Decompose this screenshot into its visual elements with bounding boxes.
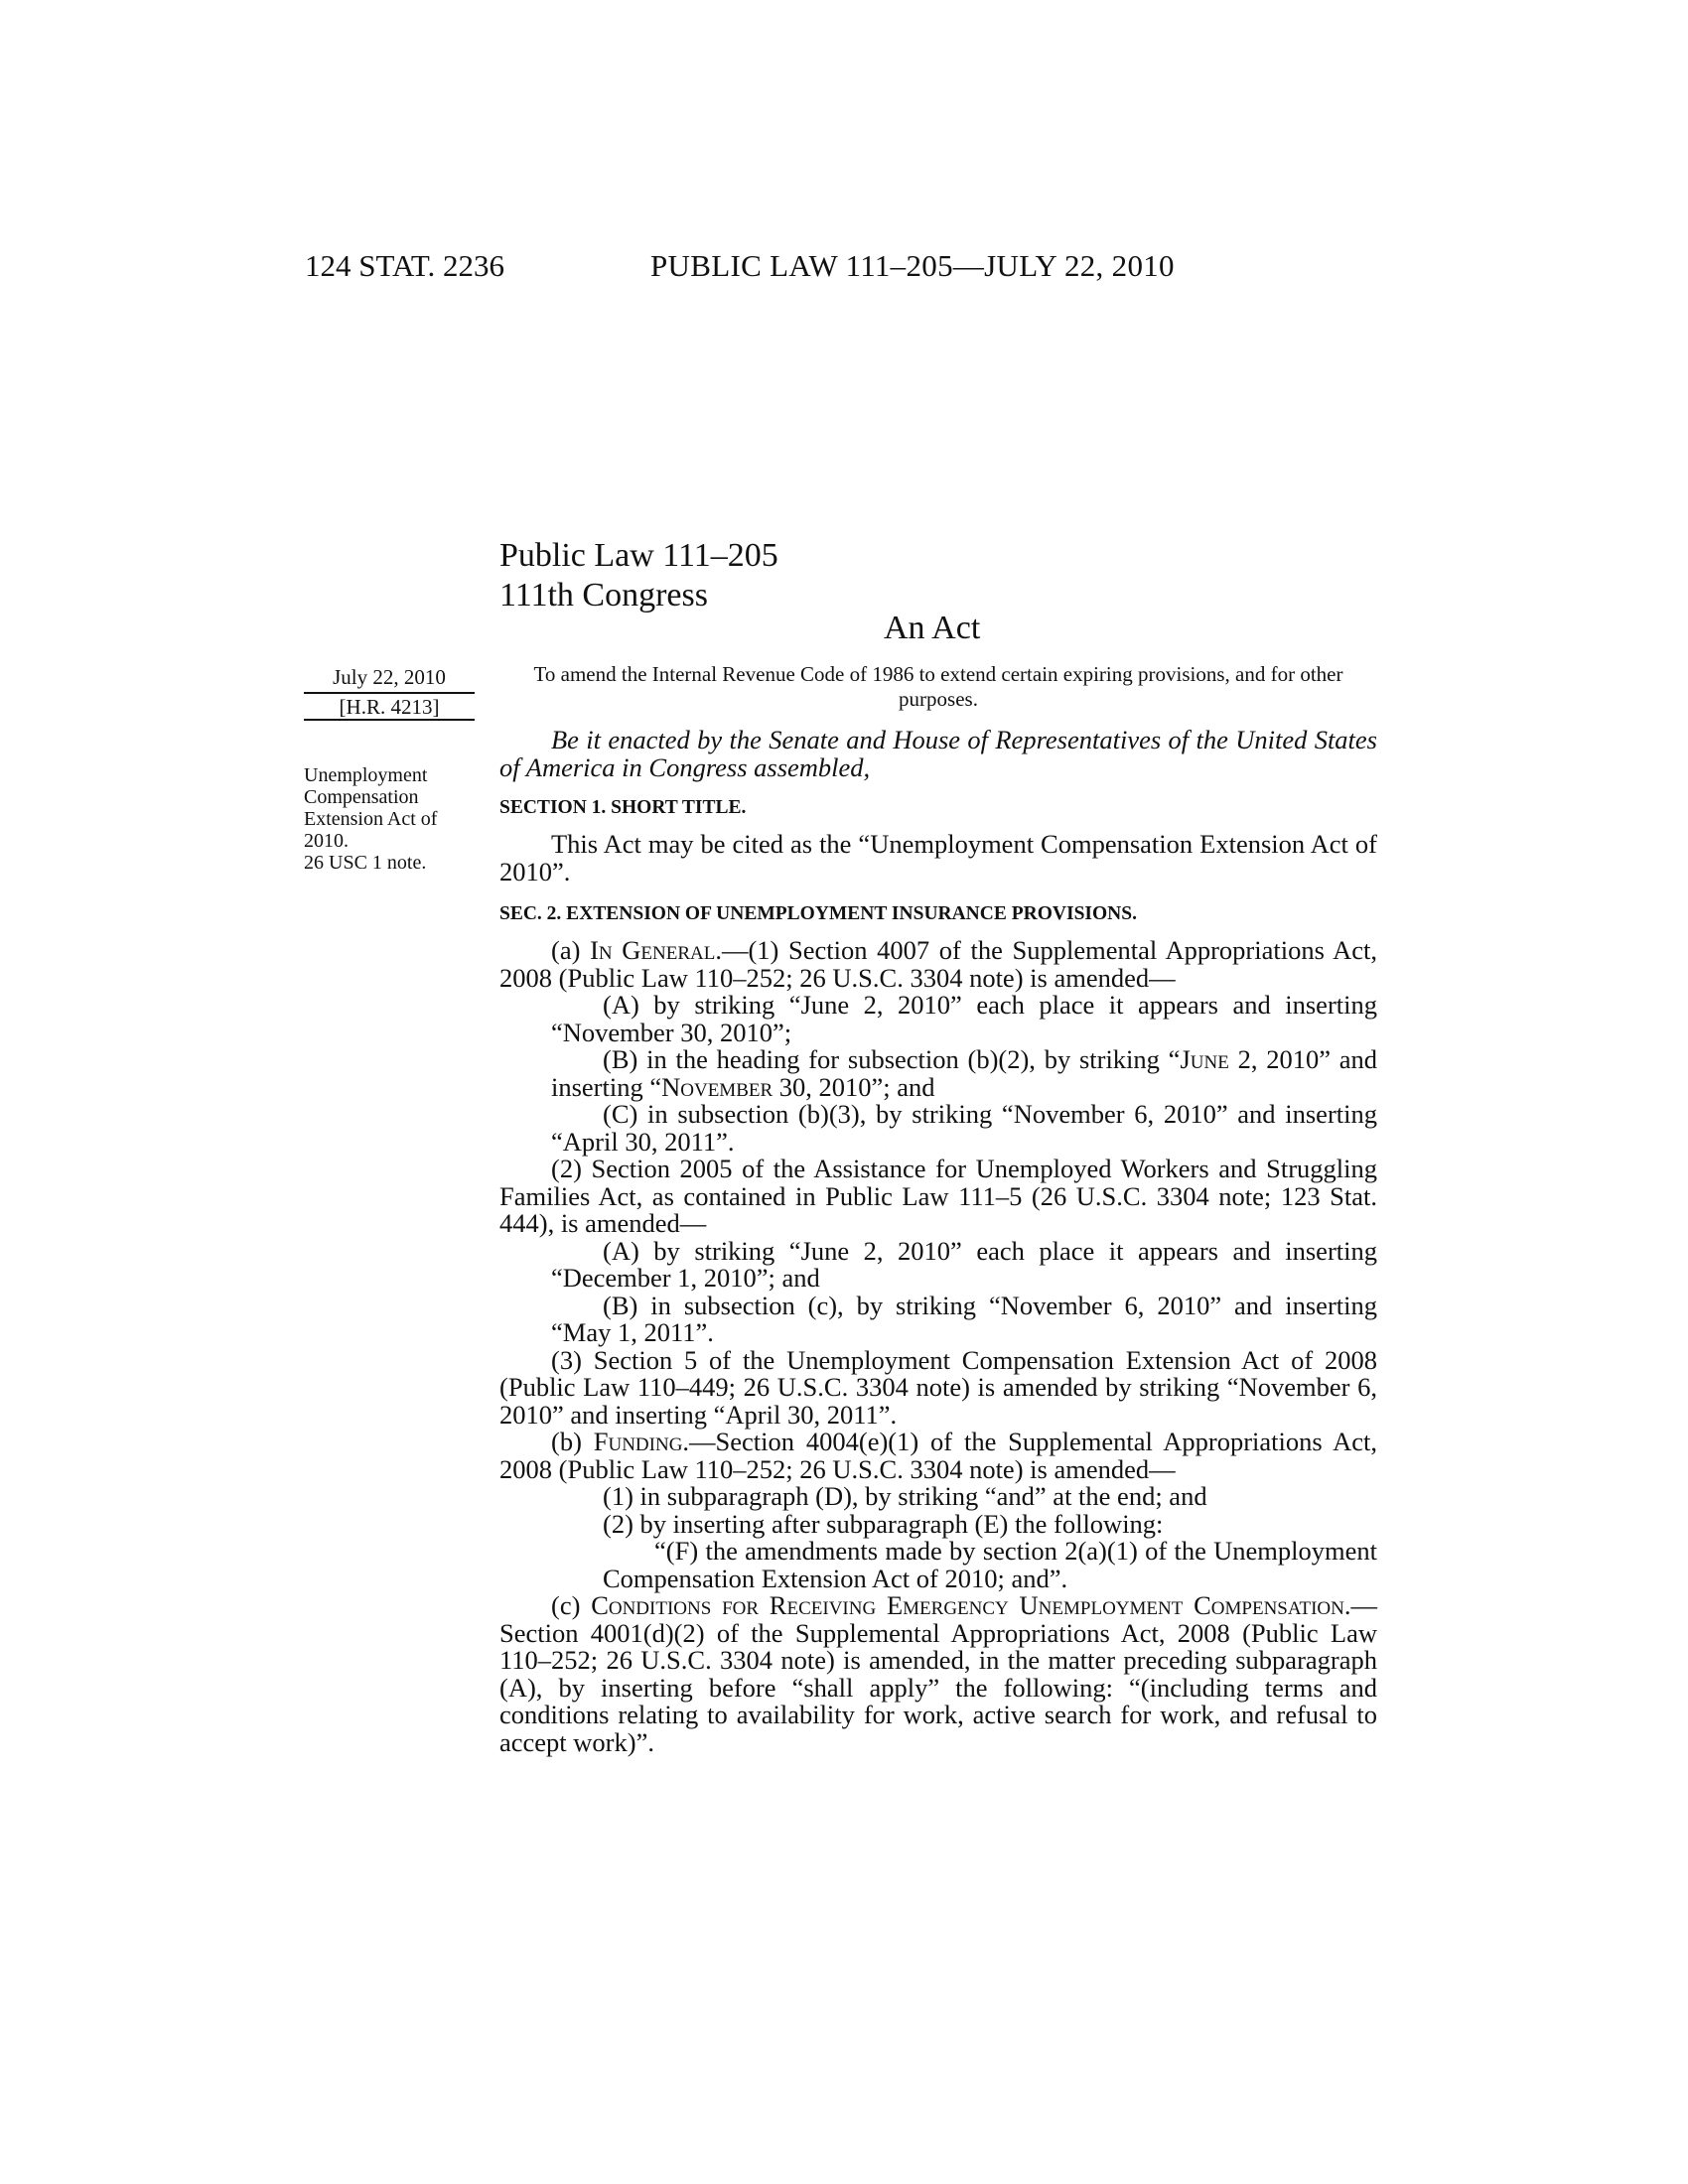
subsection-b: (b) Funding.—Section 4004(e)(1) of the Supplemental Appropriations Act, 2008 (Public Law 110–252; 26 U.S.C. 3304 note) is amended—: [499, 1427, 1377, 1484]
bill-number: [H.R. 4213]: [339, 695, 440, 719]
stat-page-number: 124 STAT. 2236: [305, 248, 505, 283]
law-number: Public Law 111–205: [499, 537, 778, 574]
section-1-heading: SECTION 1. SHORT TITLE.: [499, 797, 747, 818]
margin-note-usc: 26 USC 1 note.: [304, 852, 427, 874]
subsection-a-paragraph-2: (2) Section 2005 of the Assistance for Unemployed Workers and Struggling Families Act, as contained in Public Law 111–5 (26 U.S.C. 3304 note; 123 Stat. 444), is amended—: [499, 1154, 1377, 1238]
subsection-b-caption: Funding: [593, 1427, 683, 1456]
enacting-clause: Be it enacted by the Senate and House of Representatives of the United States of America in Congress assembled,: [499, 725, 1377, 782]
subsection-b-inserted-text: “(F) the amendments made by section 2(a)(1) of the Unemployment Compensation Extension Act of 2010; and”.: [603, 1536, 1377, 1593]
margin-rule-bottom: [304, 719, 475, 721]
section-2-heading: SEC. 2. EXTENSION OF UNEMPLOYMENT INSURANCE PROVISIONS.: [499, 903, 1137, 924]
subparagraph-a2A: (A) by striking “June 2, 2010” each place it appears and inserting “December 1, 2010”; and: [551, 1235, 1377, 1293]
subparagraph-a1C: (C) in subsection (b)(3), by striking “November 6, 2010” and inserting “April 30, 2011”.: [551, 1099, 1377, 1157]
subparagraph-a2B: (B) in subsection (c), by striking “November 6, 2010” and inserting “May 1, 2011”.: [551, 1290, 1377, 1347]
subsection-a-caption: In General: [590, 935, 716, 965]
enactment-date: July 22, 2010: [333, 665, 446, 689]
an-act-heading: An Act: [884, 610, 981, 646]
subsection-a-paragraph-1: (a) In General.—(1) Section 4007 of the Supplemental Appropriations Act, 2008 (Public Law 110–252; 26 U.S.C. 3304 note) is amended—: [499, 935, 1377, 993]
subsection-c-caption: Conditions for Receiving Emergency Unemployment Compensation: [591, 1590, 1344, 1620]
subsection-a-paragraph-3: (3) Section 5 of the Unemployment Compensation Extension Act of 2008 (Public Law 110–449; 26 U.S.C. 3304 note) is amended by striking “November 6, 2010” and inserting “April 30, 2011”.: [499, 1344, 1377, 1430]
title-block: [499, 536, 778, 615]
subparagraph-a1B: (B) in the heading for subsection (b)(2), by striking “June 2, 2010” and inserting “November 30, 2010”; and: [551, 1044, 1377, 1102]
running-title: PUBLIC LAW 111–205—JULY 22, 2010: [650, 248, 1175, 283]
subsection-c: (c) Conditions for Receiving Emergency Unemployment Compensation.—Section 4001(d)(2) of the Supplemental Appropriations Act, 2008 (Public Law 110–252; 26 U.S.C. 3304 note) is amended, in the matter preceding subparagraph (A), by inserting before “shall apply” the following: “(including terms and conditions relating to availability for work, active search for work, and refusal to accept work)”.: [499, 1590, 1377, 1757]
margin-notes: [304, 764, 483, 874]
subsection-b-paragraph-2: (2) by inserting after subparagraph (E) the following:: [603, 1508, 1164, 1539]
subparagraph-a1A: (A) by striking “June 2, 2010” each place it appears and inserting “November 30, 2010”;: [551, 990, 1377, 1047]
act-purpose: To amend the Internal Revenue Code of 1986 to extend certain expiring provisions, and for other purposes.: [533, 662, 1343, 711]
act-body: [499, 727, 1377, 1756]
subsection-b-paragraph-1: (1) in subparagraph (D), by striking “and” at the end; and: [603, 1481, 1207, 1511]
congress-number: 111th Congress: [499, 577, 708, 614]
margin-rule-top: [304, 692, 475, 694]
section-1-text: This Act may be cited as the “Unemployment Compensation Extension Act of 2010”.: [499, 829, 1377, 887]
margin-note-title: Unemployment Compensation Extension Act of 2010.: [304, 764, 438, 852]
